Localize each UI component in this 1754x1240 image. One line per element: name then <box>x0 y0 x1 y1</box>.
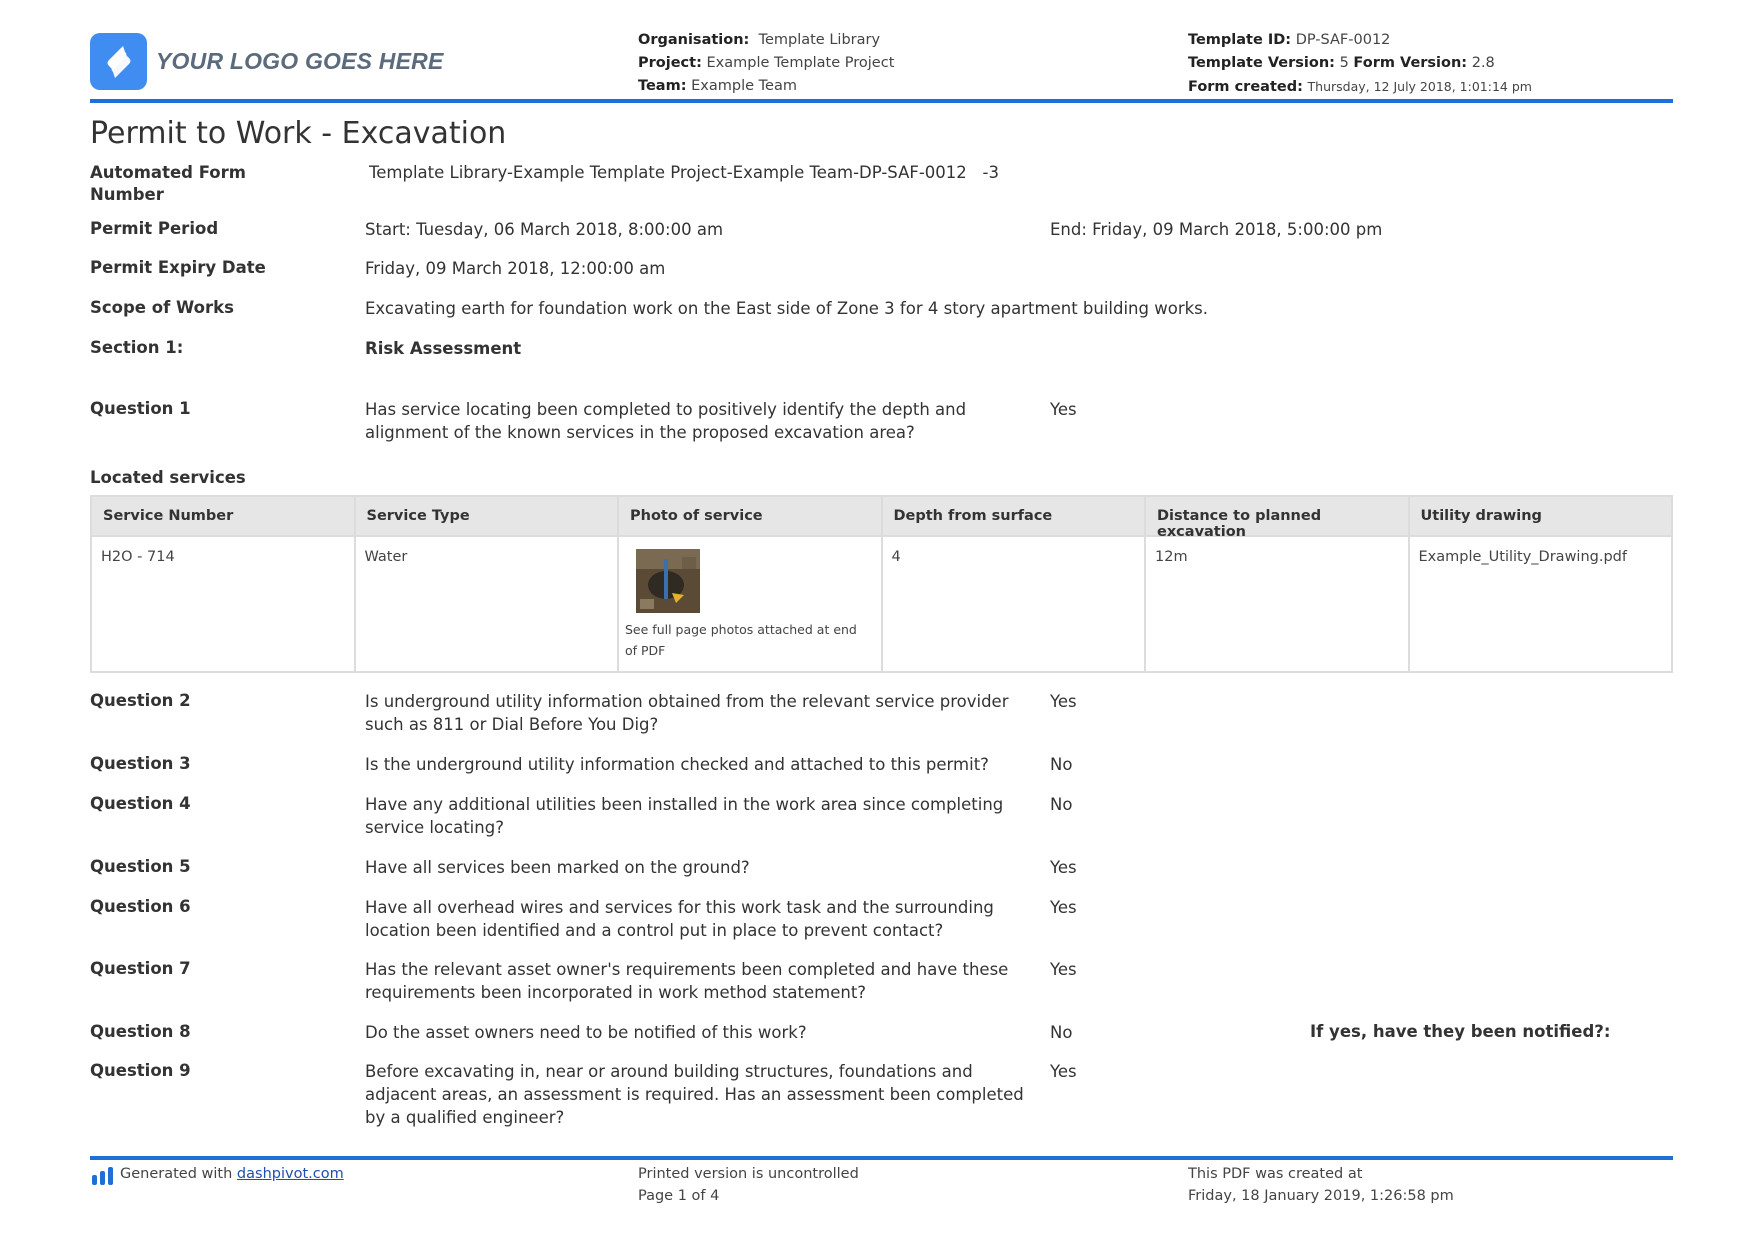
question-text <box>365 753 989 776</box>
footer-created-info <box>1188 1163 1454 1207</box>
pdf-created-date: Friday, 18 January 2019, 1:26:58 pm <box>1188 1188 1454 1204</box>
question-text-line: Have all overhead wires and services for this work task and the surrounding <box>365 898 994 917</box>
question-text-line: Is underground utility information obtained from the relevant service provider <box>365 692 1009 711</box>
question-text <box>365 793 1003 839</box>
question-answer: Yes <box>1050 400 1077 419</box>
table-header-cell: Depth from surface <box>883 497 1145 537</box>
project-label: Project: <box>638 55 702 71</box>
permit-expiry-label: Permit Expiry Date <box>90 258 266 277</box>
question-text-line: Has the relevant asset owner's requirements been completed and have these <box>365 960 1009 979</box>
organisation-value: Template Library <box>758 32 881 48</box>
permit-period-end: End: Friday, 09 March 2018, 5:00:00 pm <box>1050 220 1383 239</box>
question-label: Question 6 <box>90 897 191 916</box>
table-header-cell: Service Number <box>92 497 354 537</box>
footer-divider <box>90 1156 1673 1160</box>
question-label: Question 2 <box>90 691 191 710</box>
section-title: Risk Assessment <box>365 339 522 358</box>
template-version-label: Template Version: <box>1188 55 1335 71</box>
header-template-info <box>1188 29 1532 99</box>
question-answer: Yes <box>1050 898 1077 917</box>
dashpivot-link[interactable]: dashpivot.com <box>236 1166 344 1182</box>
question-text-line: Do the asset owners need to be notified of this work? <box>365 1023 807 1042</box>
question-text-line: service locating? <box>365 818 504 837</box>
logo-text: YOUR LOGO GOES HERE <box>156 48 444 74</box>
question-text-line: Before excavating in, near or around building structures, foundations and <box>365 1062 973 1081</box>
table-column <box>92 497 356 671</box>
question-text-line: Is the underground utility information checked and attached to this permit? <box>365 755 989 774</box>
question-answer: Yes <box>1050 692 1077 711</box>
question-label: Question 7 <box>90 959 191 978</box>
table-column <box>1410 497 1672 671</box>
table-header-cell: Photo of service <box>619 497 881 537</box>
table-cell-service-number: H2O - 714 <box>101 549 175 565</box>
form-created-value: Thursday, 12 July 2018, 1:01:14 pm <box>1307 79 1532 94</box>
template-version-value: 5 <box>1339 55 1349 71</box>
automated-form-number-label-line1: Automated Form <box>90 163 246 182</box>
located-services-table <box>90 495 1673 673</box>
table-cell-utility-drawing[interactable]: Example_Utility_Drawing.pdf <box>1418 549 1627 565</box>
question-answer: No <box>1050 795 1073 814</box>
located-services-heading: Located services <box>90 468 246 487</box>
question-label: Question 4 <box>90 794 191 813</box>
generated-with-text: Generated with <box>120 1166 233 1182</box>
page-title: Permit to Work - Excavation <box>90 116 507 151</box>
printed-uncontrolled-text: Printed version is uncontrolled <box>638 1166 859 1182</box>
question-text-line: Have any additional utilities been installed in the work area since completing <box>365 795 1004 814</box>
question-label: Question 5 <box>90 857 191 876</box>
table-column <box>619 497 883 671</box>
table-cell-distance: 12m <box>1155 549 1188 565</box>
question-answer: No <box>1050 1023 1073 1042</box>
question-text <box>365 398 966 444</box>
question-label: Question 9 <box>90 1061 191 1080</box>
question-answer: Yes <box>1050 858 1077 877</box>
automated-form-number-value: Template Library-Example Template Project-Example Team-DP-SAF-0012 -3 <box>369 163 999 182</box>
scope-of-works-value: Excavating earth for foundation work on the East side of Zone 3 for 4 story apartment building works. <box>365 299 1209 318</box>
table-column <box>883 497 1147 671</box>
question-text <box>365 896 994 942</box>
table-header-cell: Distance to planned excavation <box>1146 497 1408 537</box>
question-text <box>365 1021 807 1044</box>
question-text <box>365 690 1008 736</box>
form-version-label: Form Version: <box>1353 55 1468 71</box>
permit-period-start: Start: Tuesday, 06 March 2018, 8:00:00 am <box>365 220 724 239</box>
scope-of-works-label: Scope of Works <box>90 298 234 317</box>
question-label: Question 1 <box>90 399 191 418</box>
header-divider <box>90 99 1673 103</box>
question-answer: No <box>1050 755 1073 774</box>
table-cell-photo <box>619 537 881 661</box>
organisation-label: Organisation: <box>638 32 750 48</box>
template-id-value: DP-SAF-0012 <box>1295 32 1391 48</box>
question-label: Question 3 <box>90 754 191 773</box>
table-column <box>1146 497 1410 671</box>
question-text <box>365 1060 1024 1129</box>
question-text-line: requirements been incorporated in work method statement? <box>365 983 867 1002</box>
permit-expiry-value: Friday, 09 March 2018, 12:00:00 am <box>365 259 666 278</box>
question-text-line: location been identified and a control put in place to prevent contact? <box>365 921 944 940</box>
dashpivot-icon <box>92 1167 114 1192</box>
question-text-line: alignment of the known services in the proposed excavation area? <box>365 423 915 442</box>
question-text-line: Has service locating been completed to positively identify the depth and <box>365 400 967 419</box>
service-photo-thumbnail[interactable] <box>636 549 700 613</box>
question-text <box>365 856 750 879</box>
template-id-label: Template ID: <box>1188 32 1292 48</box>
notified-question-label: If yes, have they been notified?: <box>1310 1022 1611 1041</box>
question-text-line: such as 811 or Dial Before You Dig? <box>365 715 659 734</box>
question-answer: Yes <box>1050 960 1077 979</box>
page-number: Page 1 of 4 <box>638 1188 720 1204</box>
table-header-cell: Utility drawing <box>1410 497 1672 537</box>
automated-form-number-label <box>90 162 246 206</box>
question-label: Question 8 <box>90 1022 191 1041</box>
permit-period-label: Permit Period <box>90 219 219 238</box>
team-value: Example Team <box>691 78 797 94</box>
company-logo <box>90 33 444 90</box>
footer-generated <box>92 1163 344 1192</box>
question-text-line: adjacent areas, an assessment is required. Has an assessment been completed <box>365 1085 1024 1104</box>
section-label: Section 1: <box>90 338 184 357</box>
automated-form-number-label-line2: Number <box>90 185 164 204</box>
footer-print-info <box>638 1163 859 1207</box>
table-cell-service-type: Water <box>364 549 408 565</box>
form-version-value: 2.8 <box>1471 55 1495 71</box>
table-column <box>356 497 620 671</box>
pdf-created-label: This PDF was created at <box>1188 1166 1363 1182</box>
question-text <box>365 958 1008 1004</box>
table-cell-depth: 4 <box>891 549 901 565</box>
question-answer: Yes <box>1050 1062 1077 1081</box>
form-created-label: Form created: <box>1188 79 1303 95</box>
table-header-cell: Service Type <box>356 497 618 537</box>
photo-note: See full page photos attached at end of PDF <box>625 622 857 658</box>
question-text-line: by a qualified engineer? <box>365 1108 565 1127</box>
header-project-info <box>638 29 894 98</box>
logo-badge-icon <box>90 33 147 90</box>
question-text-line: Have all services been marked on the ground? <box>365 858 750 877</box>
team-label: Team: <box>638 78 687 94</box>
project-value: Example Template Project <box>706 55 895 71</box>
